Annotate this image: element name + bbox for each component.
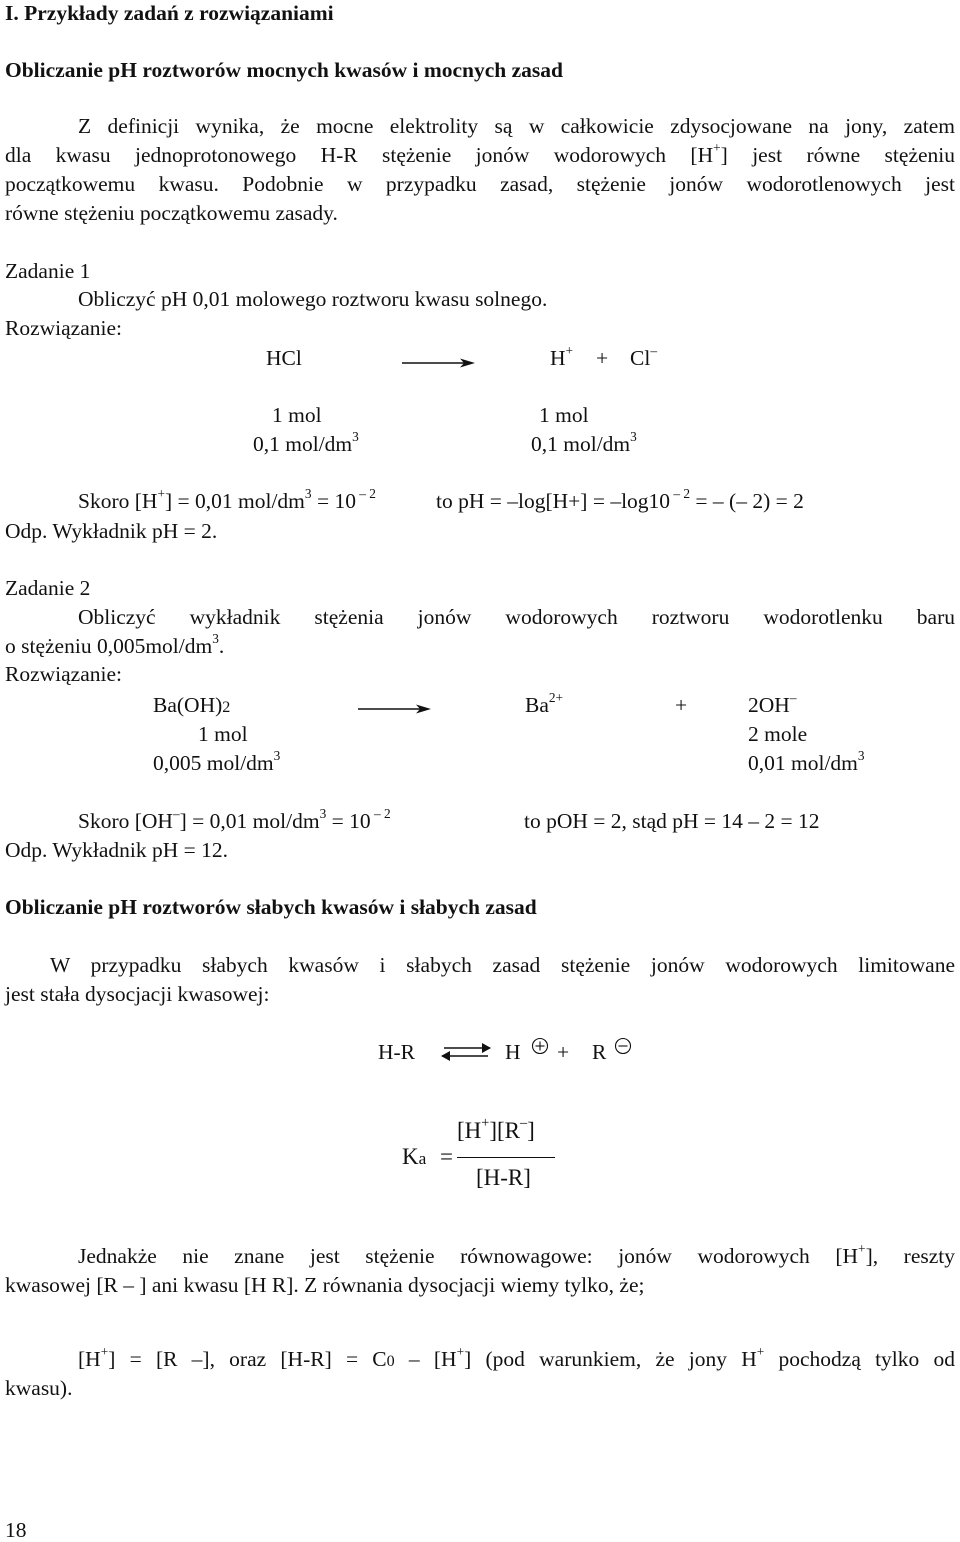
task1-mol-left: 1 mol xyxy=(272,403,322,427)
section-title-weak: Obliczanie pH roztworów słabych kwasów i słabych zasad xyxy=(5,895,537,919)
task2-solution-label: Rozwiązanie: xyxy=(5,662,123,686)
weak-intro-line-2: jest stała dysocjacji kwasowej: xyxy=(5,982,270,1006)
task1-solution-label: Rozwiązanie: xyxy=(5,316,123,340)
task2-mol-right: 2 mole xyxy=(748,722,808,746)
weak-intro-line-1: W przypadku słabych kwasów i słabych zasad stężenie jonów wodorowych limitowane xyxy=(50,953,955,977)
task2-prompt-line-1: Obliczyć wykładnik stężenia jonów wodorowych roztworu wodorotlenku baru xyxy=(78,605,955,629)
task2-conc-left: 0,005 mol/$dm^3$ xyxy=(153,747,281,775)
note-line-1: Jednakże nie znane jest stężenie równowagowe: jonów wodorowych [H+], reszty xyxy=(78,1240,955,1268)
task1-calc-left: Skoro [H+] = 0,01 mol/$dm^3 = 10$ $^{- 2}$ xyxy=(78,485,376,513)
reaction-arrow-icon xyxy=(358,703,432,715)
task2-calc-right: to pOH = 2, stąd pH = 14 – 2 = 12 xyxy=(524,809,820,833)
section-title-strong: Obliczanie pH roztworów mocnych kwasów i mocnych zasad xyxy=(5,58,563,82)
task2-answer: Odp. Wykładnik pH = 12. xyxy=(5,838,229,862)
fraction-bar xyxy=(457,1157,555,1158)
task2-plus: + xyxy=(675,693,688,717)
equilibrium-reactant: H-R xyxy=(378,1040,416,1064)
task2-conc-right: 0,01 mol/$dm^3$ xyxy=(748,747,865,775)
document-heading: I. Przykłady zadań z rozwiązaniami xyxy=(5,1,334,25)
task1-reactant: HCl xyxy=(266,346,302,370)
equilibrium-h: H xyxy=(505,1040,521,1064)
task2-mol-left: 1 mol xyxy=(198,722,248,746)
equilibrium-arrows-icon xyxy=(440,1041,492,1063)
task1-conc-right: 0,1 mol/$dm^3$ xyxy=(531,428,637,456)
task1-mol-right: 1 mol xyxy=(539,403,589,427)
task1-answer: Odp. Wykładnik pH = 2. xyxy=(5,519,218,543)
ka-denominator: [H-R] xyxy=(476,1165,531,1190)
task1-plus: + xyxy=(596,346,609,370)
ka-symbol: Ka xyxy=(402,1144,427,1169)
task2-reactant: Ba(OH)2 xyxy=(153,693,231,717)
plus-circle-icon xyxy=(531,1037,549,1055)
page-number: 18 xyxy=(5,1518,27,1542)
equilibrium-r: R xyxy=(592,1040,607,1064)
task2-prompt-line-2: o stężeniu $0,005mol/dm^3$. xyxy=(5,630,225,658)
task1-title: Zadanie 1 xyxy=(5,259,91,283)
minus-circle-icon xyxy=(614,1037,632,1055)
task2-product-ba: $Ba^{2+}$ xyxy=(525,689,564,717)
task1-prompt: Obliczyć pH 0,01 molowego roztworu kwasu solnego. xyxy=(78,287,548,311)
equilibrium-plus: + xyxy=(557,1040,570,1064)
task2-product-oh: 2OH– xyxy=(748,689,797,717)
ka-numerator: [H+][R–] xyxy=(457,1115,535,1143)
reaction-arrow-icon xyxy=(402,357,476,369)
task1-product-cl: Cl– xyxy=(630,342,657,370)
final-line-2: kwasu). xyxy=(5,1376,73,1400)
intro-line-1: Z definicji wynika, że mocne elektrolity są w całkowicie zdysocjowane na jony, zatem xyxy=(78,114,955,138)
task2-calc-left: Skoro [OH–] = 0,01 mol/$dm^3 = 10$ $^{- 2}$ xyxy=(78,805,391,833)
task1-calc-right: to pH = –log[H+] = –log10 $^{- 2}$ = – (– 2) = 2 xyxy=(436,485,804,513)
task1-conc-left: 0,1 mol/$dm^3$ xyxy=(253,428,359,456)
ka-equals: = xyxy=(440,1144,453,1169)
intro-line-2: dla kwasu jednoprotonowego H-R stężenie jonów wodorowych [H+] jest równe stężeniu xyxy=(5,139,955,167)
final-line-1: [H+] = [R –], oraz [H-R] = C0 – [H+] (pod warunkiem, że jony H+ pochodzą tylko od xyxy=(78,1343,956,1371)
intro-line-3: początkowemu kwasu. Podobnie w przypadku zasad, stężenie jonów wodorotlenowych jest xyxy=(5,172,955,196)
note-line-2: kwasowej [R – ] ani kwasu [H R]. Z równania dysocjacji wiemy tylko, że; xyxy=(5,1273,645,1297)
intro-line-4: równe stężeniu początkowemu zasady. xyxy=(5,201,338,225)
task1-product-h: H+ xyxy=(550,342,574,370)
task2-title: Zadanie 2 xyxy=(5,576,91,600)
